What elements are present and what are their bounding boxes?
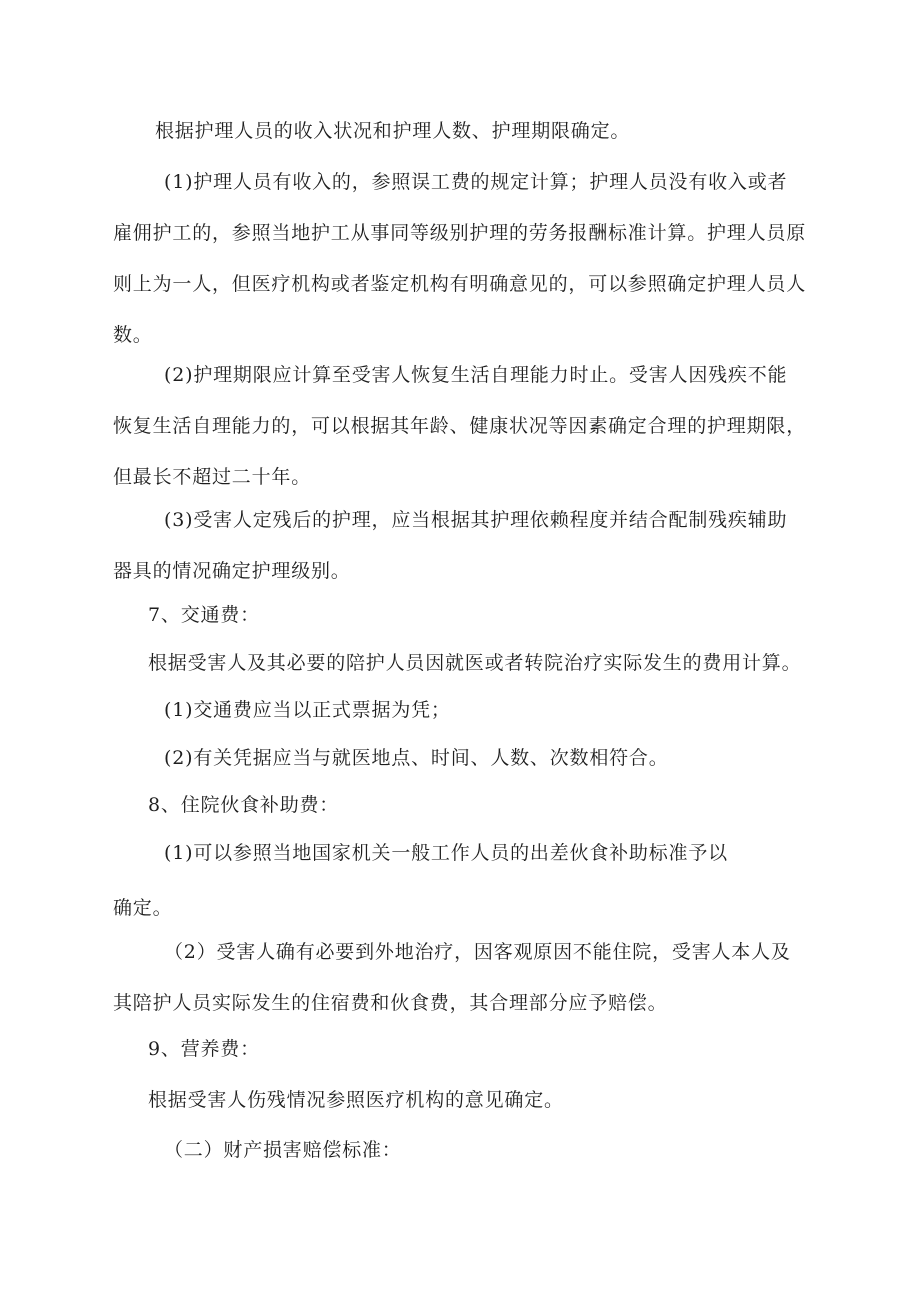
text-line: (1)可以参照当地国家机关一般工作人员的出差伙食补助标准予以 <box>164 842 728 864</box>
text-line: （二）财产损害赔偿标准： <box>164 1139 402 1161</box>
text-line: 8、住院伙食补助费： <box>148 794 340 816</box>
text-line: (1)护理人员有收入的，参照误工费的规定计算；护理人员没有收入或者 <box>164 171 788 193</box>
text-line: 根据受害人及其必要的陪护人员因就医或者转院治疗实际发生的费用计算。 <box>148 652 802 674</box>
text-line: 恢复生活自理能力的，可以根据其年龄、健康状况等因素确定合理的护理期限， <box>113 415 807 437</box>
text-line: 但最长不超过二十年。 <box>113 466 312 488</box>
text-line: (2)有关凭据应当与就医地点、时间、人数、次数相符合。 <box>164 747 669 769</box>
transport-item-2 <box>164 733 669 784</box>
text-line: (3)受害人定残后的护理，应当根据其护理依赖程度并结合配制残疾辅助 <box>164 509 788 531</box>
nursing-basis <box>155 106 630 157</box>
nursing-item-3 <box>113 495 787 597</box>
heading-transport-fee <box>148 590 260 641</box>
text-line: 器具的情况确定护理级别。 <box>113 560 351 582</box>
heading-meal-allowance <box>148 780 339 831</box>
meal-item-1 <box>164 828 728 879</box>
nutrition-basis <box>148 1075 564 1126</box>
heading-nutrition-fee <box>148 1024 260 1075</box>
text-line: 确定。 <box>113 897 173 919</box>
text-line: 根据护理人员的收入状况和护理人数、护理期限确定。 <box>155 120 631 142</box>
transport-item-1 <box>164 685 451 736</box>
text-line: 7、交通费： <box>148 604 260 626</box>
heading-property-damage <box>164 1125 402 1176</box>
text-line: 根据受害人伤残情况参照医疗机构的意见确定。 <box>148 1089 564 1111</box>
nursing-item-2 <box>113 350 806 503</box>
text-line: 雇佣护工的，参照当地护工从事同等级别护理的劳务报酬标准计算。护理人员原 <box>113 222 807 244</box>
nursing-item-1 <box>113 157 806 361</box>
text-line: 9、营养费： <box>148 1038 260 1060</box>
meal-item-2 <box>113 927 791 1029</box>
text-line: 其陪护人员实际发生的住宿费和伙食费，其合理部分应予赔偿。 <box>113 992 668 1014</box>
text-line: 则上为一人，但医疗机构或者鉴定机构有明确意见的，可以参照确定护理人员人 <box>113 273 807 295</box>
text-line: （2）受害人确有必要到外地治疗，因客观原因不能住院，受害人本人及 <box>164 941 791 963</box>
transport-basis <box>148 638 801 689</box>
text-line: (1)交通费应当以正式票据为凭； <box>164 699 451 721</box>
text-line: 数。 <box>113 324 153 346</box>
text-line: (2)护理期限应计算至受害人恢复生活自理能力时止。受害人因残疾不能 <box>164 364 788 386</box>
